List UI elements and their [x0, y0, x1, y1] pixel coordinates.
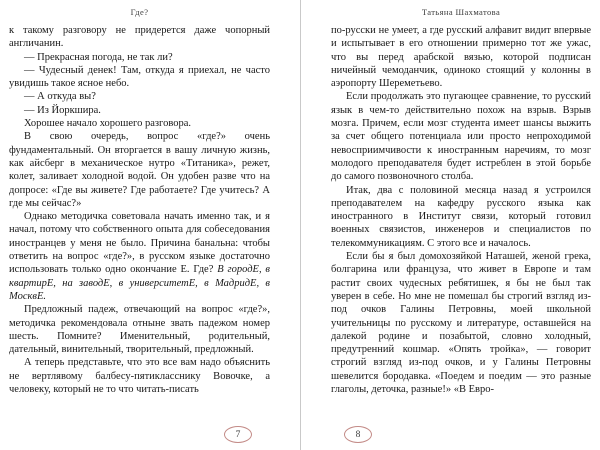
paragraph-text: Однако методичка советовала начать именно так, и я начал, потому что собственного опыта для собеседования иностранцев у меня не было. Причина банальна: чтобы ответить на вопрос «где?», в русском языке достаточно использовать только одно окончание Е. Где?	[9, 211, 270, 276]
paragraph: Итак, два с половиной месяца назад я устроился преподавателем на кафедру русского языка как иностранного в Институт связи, который готовил военных связистов, инженеров и специалистов по телекоммуникациям. С этого все и началось.	[331, 184, 591, 249]
paragraph: к такому разговору не придерется даже чопорный англичанин.	[9, 25, 270, 50]
paragraph: Если бы я был домохозяйкой Наташей, женой грека, болгарина или француза, что живет в Европе и там растит своих чудесных ребятишек, я бы не был так уверен в себе. Но мне не помешал бы строгий взгляд из-под очков Галины Петровны, моей школьной учительницы по русскому и литературе, оставшейся на далекой родине и позабытой, словно холодный, предутренний кошмар. «Опять тройка», — говорит строгий взгляд из-под очков, и у Галины Петровны шевелится бородавка. «Поедем и поедим — это разные глаголы, деточка, разные!» «В Евро-	[331, 251, 591, 396]
paragraph: А теперь представьте, что это все вам надо объяснить не вертлявому балбесу-пятикласснику Вовочке, а человеку, который не то что читать-писать	[9, 357, 270, 396]
dialog-line: — Прекрасная погода, не так ли?	[24, 51, 173, 63]
dialog-line: — Из Йоркшира.	[24, 104, 101, 116]
page-number-value: 8	[355, 429, 361, 440]
dialog-line: — А откуда вы?	[24, 91, 96, 103]
paragraph: Хорошее начало хорошего разговора.	[24, 118, 192, 130]
running-head-left: Где?	[130, 7, 149, 17]
running-head-right: Татьяна Шахматова	[421, 7, 501, 17]
page-right	[300, 0, 600, 450]
page-number-value: 7	[235, 429, 241, 440]
paragraph-italic-examples: В городЕ, в квартирЕ, на заводЕ, в университетЕ, в МадридЕ, в МосквЕ.	[9, 264, 270, 302]
paragraph: Если продолжать это пугающее сравнение, то русский язык в чем-то действительно похож на взрыв. Взрыв мозга. Причем, если мозг студента имеет шансы выжить за счет общего потенциала или просто непроходимой невосприимчивости к иностранным наречиям, то мозг молодого преподавателя будет истреблен в этой борьбе до самого позвоночного столба.	[331, 91, 591, 183]
page-text-left	[9, 24, 270, 426]
dialog-line: — Чудесный денек! Там, откуда я приехал, не часто увидишь такое ясное небо.	[9, 64, 270, 90]
page-number-right	[344, 426, 372, 443]
page-number-left	[224, 426, 252, 443]
paragraph	[9, 210, 270, 303]
paragraph: Предложный падеж, отвечающий на вопрос «где?», методичка рекомендовала отныне звать падежом номер шесть. Помните? Именительный, родительный, дательный, винительный, творительный, предложный.	[9, 304, 270, 356]
paragraph: В свою очередь, вопрос «где?» очень фундаментальный. Он вторгается в вашу личную жизнь, как айсберг в механическое нутро «Титаника», режет, колет, заливает холодной водой. Он удобен разве что на допросе: «Где вы живете? Где работаете? Где учитесь? А где мы сейчас?»	[9, 131, 270, 209]
paragraph: по-русски не умеет, а где русский алфавит видит впервые и испытывает в его отношении примерно тот же ужас, что вы перед арабской вязью, которой подписан ничейный чемоданчик, одиноко стоящий у колонны в аэропорту Шереметьево.	[331, 25, 591, 90]
page-text-right	[331, 24, 591, 426]
